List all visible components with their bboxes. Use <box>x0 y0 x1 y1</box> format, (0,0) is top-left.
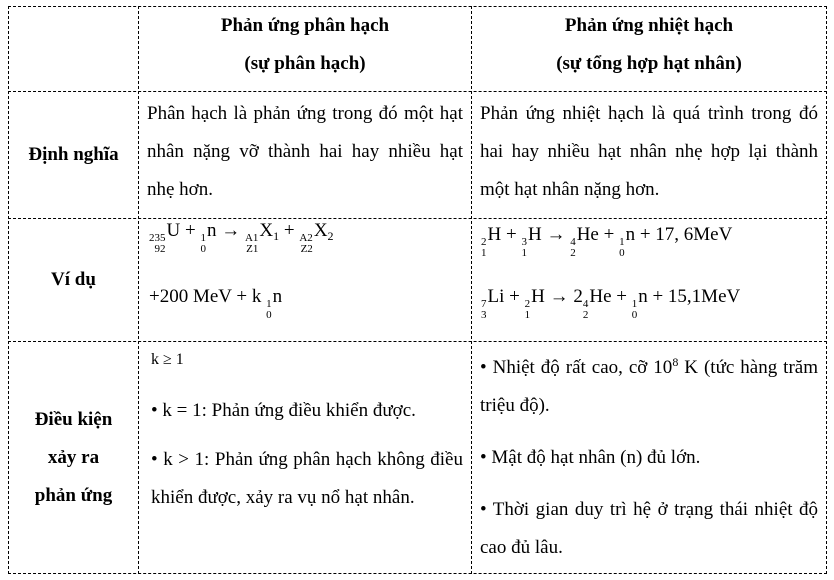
definition-fission: Phân hạch là phản ứng trong đó một hạt nhân nặng vỡ thành hai hay nhiều hạt nhẹ hơn. <box>147 103 463 200</box>
fusion-equation-1: 2 1 H + 3 1 H → 4 2 He + 1 0 n + 17, 6MeV <box>481 224 733 259</box>
fission-equation-1: 235 92 U + 1 0 n → A1 Z1 $X_1$ + A2 Z2 $X_2$ <box>149 220 334 255</box>
fusion-bullet: • Nhiệt độ rất cao, cỡ $10^8$ K (tức hàng trăm triệu độ). <box>480 355 818 416</box>
header-fusion <box>472 6 826 91</box>
header-fission <box>139 6 471 91</box>
fusion-equation-2: 7 3 Li + 2 1 H → 2 4 2 He + 1 0 n + 15,1MeV <box>481 286 741 321</box>
fission-equation-2: +200 MeV + k 1 0 n <box>149 286 283 321</box>
definition-fusion: Phản ứng nhiệt hạch là quá trình trong đó hai hay nhiều hạt nhân nhẹ hợp lại thành một hạt nhân nặng hơn. <box>480 103 818 200</box>
row-label-condition <box>9 342 138 573</box>
fusion-bullet: • Thời gian duy trì hệ ở trạng thái nhiệt độ cao đủ lâu. <box>480 499 818 558</box>
condition-label-line: phản ứng <box>34 484 113 506</box>
fission-k-condition: k ≥ 1 <box>151 351 184 368</box>
row-label-definition <box>9 92 138 218</box>
header-fission-subtitle: (sự phân hạch) <box>244 53 366 74</box>
definition-label: Định nghĩa <box>28 144 119 165</box>
table-border-bottom <box>8 573 827 574</box>
fission-bullet: • k > 1: Phản ứng phân hạch không điều khiển được, xảy ra vụ nổ hạt nhân. <box>151 449 463 508</box>
fission-bullet: • k = 1: Phản ứng điều khiển được. <box>151 400 416 421</box>
comparison-table <box>8 6 827 574</box>
header-fusion-subtitle: (sự tổng hợp hạt nhân) <box>556 53 742 74</box>
fusion-bullet: • Mật độ hạt nhân (n) đủ lớn. <box>480 447 701 468</box>
header-fission-title: Phản ứng phân hạch <box>220 15 390 36</box>
table-border-right <box>826 6 827 574</box>
example-label: Ví dụ <box>51 269 96 290</box>
header-fusion-title: Phản ứng nhiệt hạch <box>564 15 734 36</box>
row-label-example <box>9 219 138 341</box>
condition-label-line: xảy ra <box>47 446 100 468</box>
condition-fission <box>139 342 471 573</box>
condition-fusion <box>472 342 826 573</box>
condition-label-line: Điều kiện <box>34 408 113 430</box>
